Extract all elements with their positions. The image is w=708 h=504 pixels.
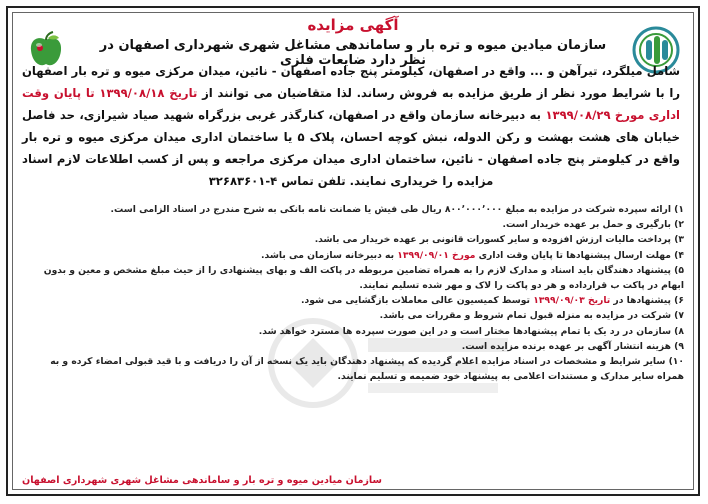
condition-item-3: ۳) پرداخت مالیات ارزش افزوده و سایر کسورات قانونی بر عهده خریدار می باشد. [314, 234, 684, 246]
signature-line: سازمان میادین میوه و تره بار و ساماندهی مشاغل شهری شهرداری اصفهان [22, 475, 382, 486]
condition-item-1: ۱) ارائه سپرده شرکت در مزایده به مبلغ ۸۰۰٬۰۰۰٬۰۰۰ ریال طی فیش یا ضمانت نامه بانکی به شرح مندرج در اسناد الزامی است. [110, 204, 684, 215]
condition-item-9: ۹) هزینه انتشار آگهی بر عهده برنده مزایده است. [461, 340, 684, 352]
condition-item-6 [22, 293, 684, 308]
intro-line-4: نبش کوچه احسان، پلاک ۵ یا ساختمان اداری میدان مرکزی میوه و تره بار واقع در کیلومتر پنج جاده اصفهان - نائین، ساختمان [22, 130, 680, 166]
ad-intro [22, 60, 680, 192]
condition-4-post: به دبیرخانه سازمان می باشد. [261, 249, 398, 261]
condition-item-2: ۲) بارگیری و حمل بر عهده خریدار است. [502, 219, 684, 231]
condition-4-date: مورخ ۱۳۹۹/۰۹/۰۱ [397, 249, 476, 261]
intro-deadline-date: تاریخ ۱۳۹۹/۰۸/۱۸ تا پایان وقت اداری مورخ ۱۳۹۹/۰۸/۲۹ [22, 86, 680, 122]
intro-line-1: شامل میلگرد، تیرآهن و ... واقع در اصفهان، کیلومتر پنج جاده اصفهان - نائین، میدان مرکزی میوه و تره بار اصفهان را با شرایط مورد [22, 64, 680, 100]
condition-item-7: ۷) شرکت در مزایده به منزله قبول تمام شروط و مقررات می باشد. [379, 310, 684, 322]
condition-item-10: ۱۰) سایر شرایط و مشخصات در اسناد مزایده اعلام گردیده که پیشنهاد دهندگان باید یک نسخه از آن را دریافت و با قید قبولی امضاء کرده و به همراه سایر مدارک و مستندات اعلامی به پیشنهاد خود ضمیمه و تسلیم نمایند. [50, 356, 684, 383]
intro-line-2-pre: نظر از طریق مزایده به فروش رساند. لذا متقاضیان می توانند از [197, 86, 576, 100]
condition-6-post: توسط کمیسیون عالی معاملات بازگشایی می شود. [301, 295, 534, 307]
conditions-list [22, 202, 684, 384]
condition-6-date: تاریخ ۱۳۹۹/۰۹/۰۳ [533, 295, 611, 307]
intro-line-3: دبیرخانه سازمان واقع در اصفهان، کنارگذر غربی بزرگراه شهید صیاد شیرازی، حد فاصل خیابان های هشت بهشت و رکن الدوله، [22, 108, 680, 144]
condition-item-8: ۸) سازمان در رد یک یا تمام پیشنهادها مختار است و در این صورت سپرده ها مسترد خواهد شد. [258, 325, 684, 337]
advertisement-frame [6, 6, 700, 496]
intro-line-5: اداری میدان مرکزی مراجعه و پس از کسب اطلاعات لازم اسناد مزایده را خریداری نمایند. تلفن تماس ۴-۳۲۶۸۳۶۰۱ [22, 152, 494, 188]
condition-6-pre: ۶) پیشنهادها در [610, 295, 684, 307]
condition-4-pre: ۴) مهلت ارسال پیشنهادها تا پایان وقت اداری [475, 249, 684, 261]
condition-item-5: ۵) پیشنهاد دهندگان باید اسناد و مدارک لازم را به همراه تضامین مربوطه در پاکت الف و بهای پیشنهادی را از حیث مبلغ مشخص و معین و بدون ابهام در پاکت ب قرارداده و هر دو پاکت را لاک و مهر شده تسلیم نمایند. [43, 264, 684, 292]
ad-subtitle: سازمان میادین میوه و تره بار و ساماندهی مشاغل شهری شهرداری اصفهان در نظر دارد ضایعات فلزی [99, 38, 607, 68]
ad-title: آگهی مزایده [307, 16, 399, 34]
condition-item-4 [22, 248, 684, 263]
intro-line-2-post: به [529, 108, 546, 122]
